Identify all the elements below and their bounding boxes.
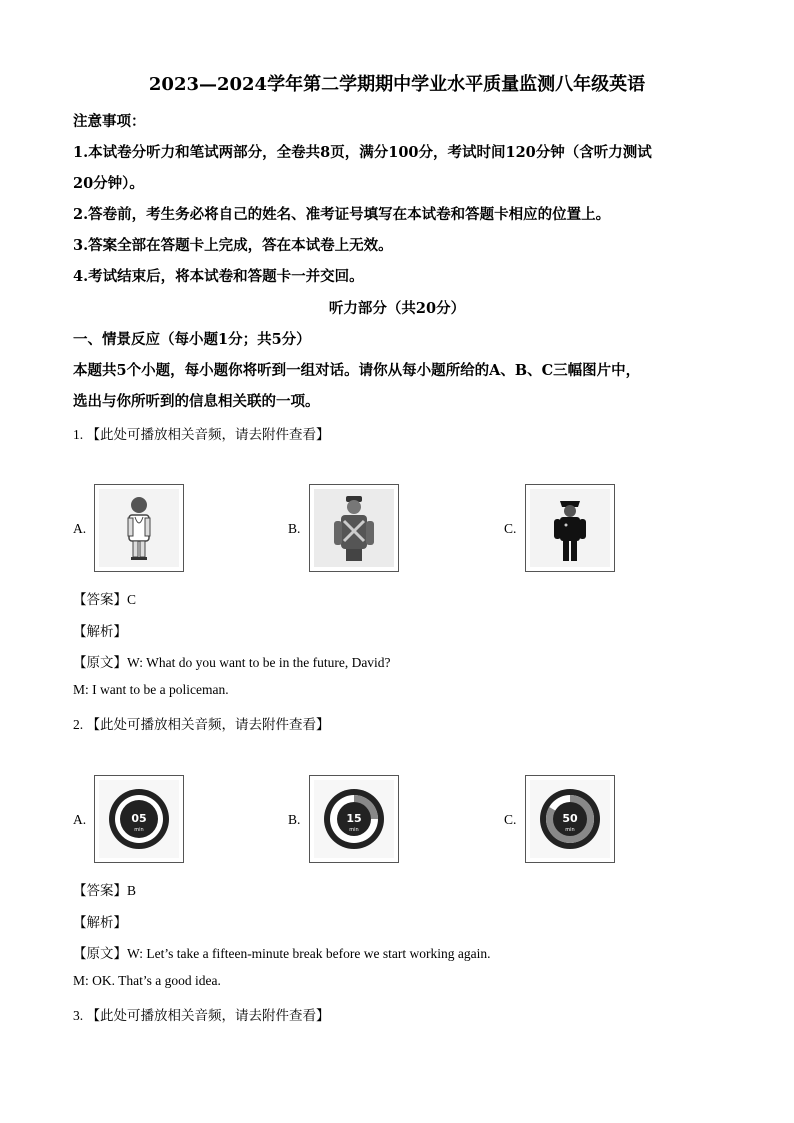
timer-c-value: 50 bbox=[562, 812, 578, 825]
q2-prompt: 2. 【此处可播放相关音频，请去附件查看】 bbox=[73, 717, 330, 732]
q2-script-text-1: W: Let’s take a fifteen-minute break before we start working again. bbox=[127, 946, 491, 961]
notice-item-3: 3.答案全部在答题卡上完成，答在本试卷上无效。 bbox=[73, 237, 393, 254]
timer-b-value: 15 bbox=[346, 812, 362, 825]
q1-option-a-label: A. bbox=[73, 521, 87, 536]
q2-option-c-picture[interactable] bbox=[525, 775, 615, 863]
q2-script-label: 【原文】 bbox=[73, 946, 127, 961]
q2-script-line-1 bbox=[73, 942, 490, 962]
notice-item-1-line-1: 1.本试卷分听力和笔试两部分，全卷共8页，满分100分，考试时间120分钟（含听力测试 bbox=[73, 144, 652, 161]
timer-5-min-icon bbox=[95, 776, 183, 862]
q3-prompt: 3. 【此处可播放相关音频，请去附件查看】 bbox=[73, 1008, 330, 1023]
q2-answer-value: B bbox=[127, 883, 137, 898]
q1-option-b-label: B. bbox=[288, 521, 301, 536]
q1-script-label: 【原文】 bbox=[73, 655, 127, 670]
q2-analysis-label: 【解析】 bbox=[73, 915, 127, 930]
q1-option-c-label: C. bbox=[504, 521, 517, 536]
q2-option-c-label: C. bbox=[504, 812, 517, 827]
q1-script-line-1 bbox=[73, 651, 391, 671]
q2-option-a-label: A. bbox=[73, 812, 87, 827]
notice-heading: 注意事项： bbox=[73, 113, 146, 130]
timer-15-min-icon bbox=[310, 776, 398, 862]
q1-script-line-2: M: I want to be a policeman. bbox=[73, 682, 229, 697]
q2-option-b-label: B. bbox=[288, 812, 301, 827]
notice-item-1-line-2: 20分钟）。 bbox=[73, 175, 144, 192]
q1-analysis-label: 【解析】 bbox=[73, 624, 127, 639]
doctor-icon bbox=[95, 485, 183, 571]
policeman-icon bbox=[526, 485, 614, 571]
timer-b-unit: min bbox=[349, 827, 359, 833]
part-1-instructions-line-1: 本题共5个小题，每小题你将听到一组对话。请你从每小题所给的A、B、C三幅图片中， bbox=[73, 362, 641, 379]
q1-option-b-picture[interactable] bbox=[309, 484, 399, 572]
q2-option-b-picture[interactable] bbox=[309, 775, 399, 863]
q2-option-a-picture[interactable] bbox=[94, 775, 184, 863]
q1-prompt: 1. 【此处可播放相关音频，请去附件查看】 bbox=[73, 427, 330, 442]
timer-a-value: 05 bbox=[131, 812, 147, 825]
timer-c-unit: min bbox=[565, 827, 575, 833]
q1-answer-value: C bbox=[127, 592, 137, 607]
q1-option-c-picture[interactable] bbox=[525, 484, 615, 572]
part-1-instructions-line-2: 选出与你所听到的信息相关联的一项。 bbox=[73, 393, 320, 410]
q1-answer bbox=[73, 588, 136, 608]
timer-a-unit: min bbox=[134, 827, 144, 833]
page-title: 2023—2024学年第二学期期中学业水平质量监测八年级英语 bbox=[148, 74, 646, 95]
notice-item-2: 2.答卷前，考生务必将自己的姓名、准考证号填写在本试卷和答题卡相应的位置上。 bbox=[73, 206, 611, 223]
notice-item-4: 4.考试结束后，将本试卷和答题卡一并交回。 bbox=[73, 268, 364, 285]
q1-option-a-picture[interactable] bbox=[94, 484, 184, 572]
q1-script-text-1: W: What do you want to be in the future, David? bbox=[127, 655, 391, 670]
q2-script-line-2: M: OK. That’s a good idea. bbox=[73, 973, 221, 988]
q1-answer-label: 【答案】 bbox=[73, 592, 127, 607]
q2-answer bbox=[73, 879, 136, 899]
section-title: 听力部分（共20分） bbox=[328, 300, 466, 317]
traffic-warden-icon bbox=[310, 485, 398, 571]
timer-50-min-icon bbox=[526, 776, 614, 862]
part-1-heading: 一、情景反应（每小题1分；共5分） bbox=[73, 331, 311, 348]
q2-answer-label: 【答案】 bbox=[73, 883, 127, 898]
